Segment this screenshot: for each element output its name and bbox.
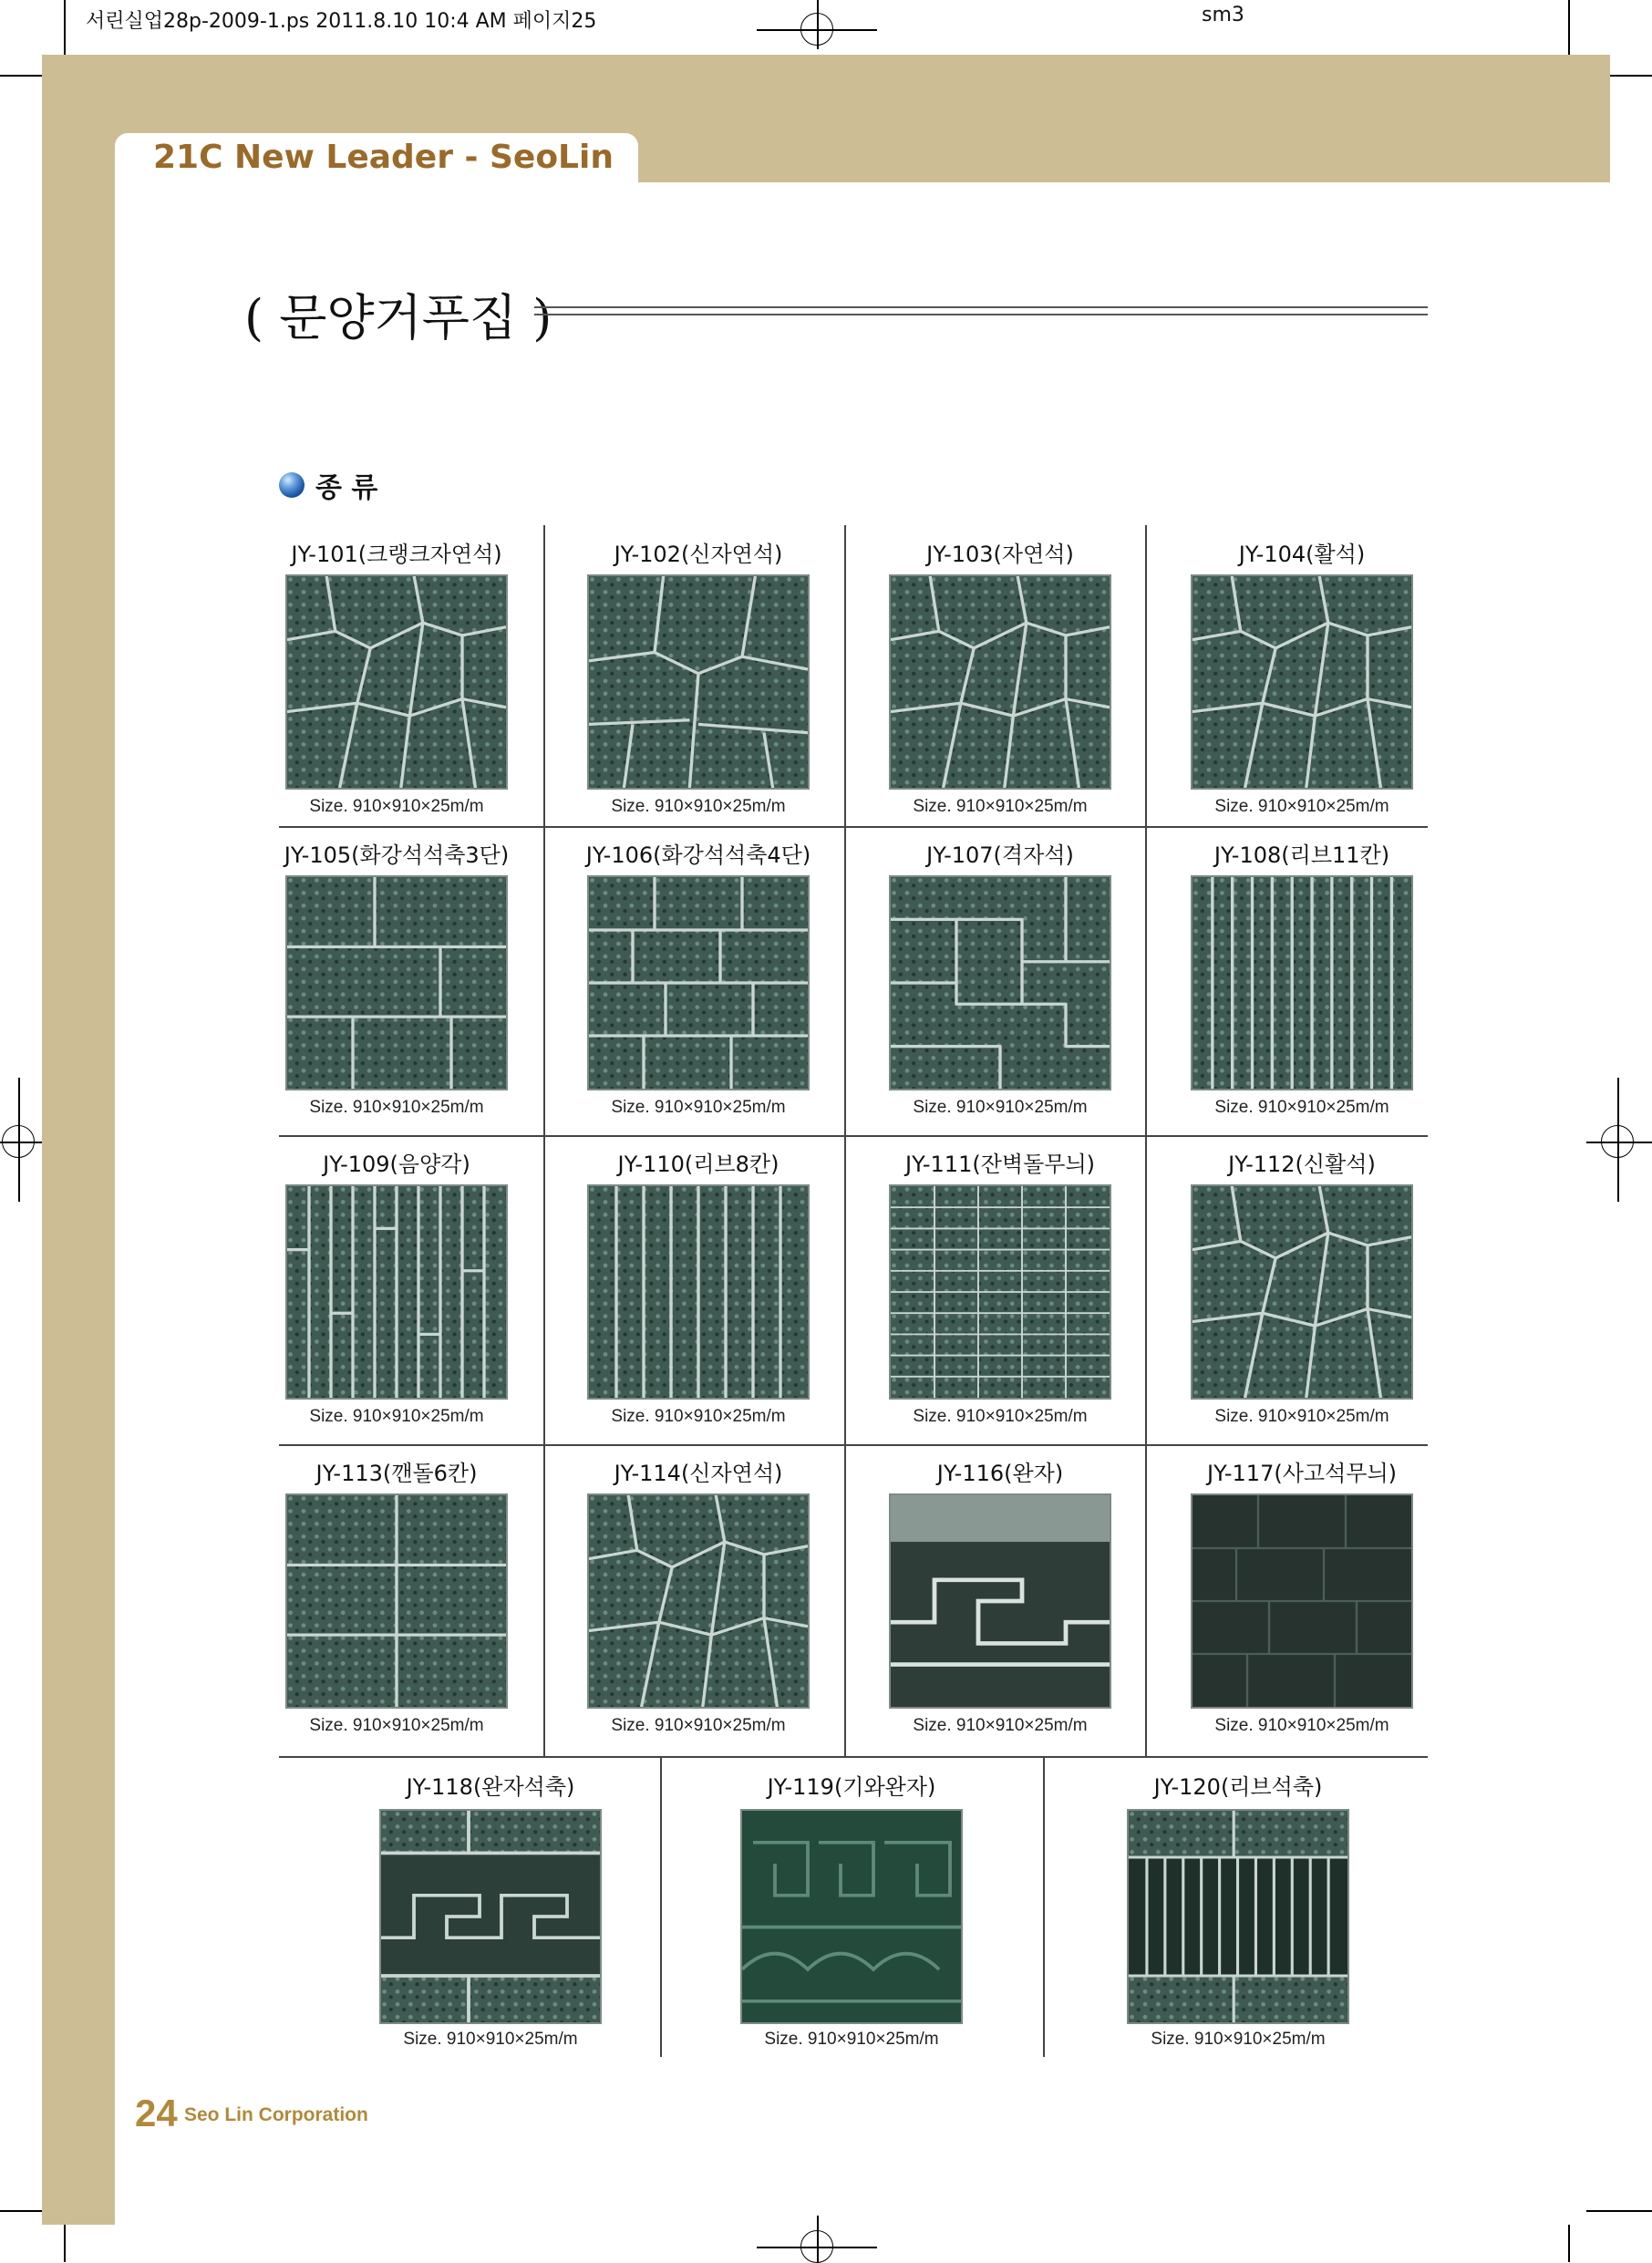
product-size: Size. 910×910×25m/m xyxy=(1214,1716,1389,1735)
crop-mark xyxy=(1568,0,1570,57)
product-item xyxy=(854,830,1146,1131)
grid-divider xyxy=(1043,1756,1045,2057)
mold-pattern-image xyxy=(1191,574,1413,790)
mold-pattern-image xyxy=(1191,875,1413,1090)
slug-file-info: 서린실업28p-2009-1.ps 2011.8.10 10:4 AM 페이지25 xyxy=(86,10,597,33)
product-size: Size. 910×910×25m/m xyxy=(611,1098,786,1117)
product-item xyxy=(1156,1448,1448,1749)
product-code: JY-104(활석) xyxy=(1238,542,1366,567)
product-item xyxy=(854,1139,1146,1440)
product-item xyxy=(552,1139,844,1440)
product-size: Size. 910×910×25m/m xyxy=(1151,2030,1326,2049)
mold-pattern-image xyxy=(285,1184,508,1400)
registration-mark-line xyxy=(817,0,819,49)
product-size: Size. 910×910×25m/m xyxy=(309,1098,484,1117)
mold-pattern-image xyxy=(889,1493,1111,1709)
product-item xyxy=(854,1448,1146,1749)
product-size: Size. 910×910×25m/m xyxy=(764,2030,939,2049)
crop-mark xyxy=(0,2210,46,2212)
product-code: JY-101(크랭크자연석) xyxy=(291,542,502,567)
crop-mark xyxy=(1586,2210,1652,2212)
product-code: JY-106(화강석석축4단) xyxy=(585,842,811,868)
product-item xyxy=(1092,1760,1384,2061)
product-size: Size. 910×910×25m/m xyxy=(309,1716,484,1735)
product-code: JY-113(깬돌6칸) xyxy=(315,1461,478,1486)
grid-divider xyxy=(660,1756,662,2057)
mold-pattern-image xyxy=(587,1493,810,1709)
product-code: JY-107(격자석) xyxy=(926,842,1074,868)
product-code: JY-117(사고석무늬) xyxy=(1206,1461,1397,1486)
product-code: JY-108(리브11칸) xyxy=(1213,842,1390,868)
product-item xyxy=(251,1139,542,1440)
product-code: JY-103(자연석) xyxy=(926,542,1074,567)
product-size: Size. 910×910×25m/m xyxy=(913,1098,1088,1117)
mold-pattern-image xyxy=(1191,1493,1413,1709)
product-code: JY-118(완자석축) xyxy=(406,1774,575,1800)
product-item xyxy=(706,1760,997,2061)
product-item xyxy=(552,1448,844,1749)
product-code: JY-119(기와완자) xyxy=(767,1774,936,1800)
page-number: 24 xyxy=(135,2092,178,2134)
mold-pattern-image xyxy=(740,1809,963,2024)
product-code: JY-114(신자연석) xyxy=(614,1461,783,1486)
product-code: JY-111(잔벽돌무늬) xyxy=(904,1152,1095,1177)
mold-pattern-image xyxy=(379,1809,602,2024)
registration-mark-line xyxy=(1617,1078,1619,1202)
page-title: ( 문양거푸집 ) xyxy=(244,289,552,346)
product-item xyxy=(251,830,542,1131)
product-size: Size. 910×910×25m/m xyxy=(913,1407,1088,1426)
product-size: Size. 910×910×25m/m xyxy=(1214,797,1389,816)
grid-divider xyxy=(279,1135,1428,1137)
product-size: Size. 910×910×25m/m xyxy=(309,1407,484,1426)
mold-pattern-image xyxy=(889,875,1111,1090)
product-item xyxy=(251,529,542,830)
grid-divider xyxy=(844,525,846,1756)
product-size: Size. 910×910×25m/m xyxy=(403,2030,578,2049)
product-size: Size. 910×910×25m/m xyxy=(611,1407,786,1426)
product-code: JY-110(리브8칸) xyxy=(617,1152,780,1177)
company-name: Seo Lin Corporation xyxy=(184,2104,368,2125)
product-code: JY-120(리브석축) xyxy=(1153,1774,1323,1800)
crop-mark xyxy=(0,75,46,77)
mold-pattern-image xyxy=(285,1493,508,1709)
product-item xyxy=(552,529,844,830)
product-size: Size. 910×910×25m/m xyxy=(913,797,1088,816)
product-code: JY-112(신활석) xyxy=(1228,1152,1376,1177)
registration-mark-line xyxy=(18,1078,20,1202)
mold-pattern-image xyxy=(587,1184,810,1400)
mold-pattern-image xyxy=(889,574,1111,790)
product-code: JY-102(신자연석) xyxy=(614,542,783,567)
blue-bullet-icon xyxy=(279,472,305,498)
mold-pattern-image xyxy=(1127,1809,1349,2024)
slug-code: sm3 xyxy=(1202,4,1244,26)
registration-mark-line xyxy=(817,2216,819,2262)
title-rule xyxy=(534,306,1428,315)
product-item xyxy=(552,830,844,1131)
product-code: JY-109(음양각) xyxy=(323,1152,470,1177)
mold-pattern-image xyxy=(1191,1184,1413,1400)
grid-divider xyxy=(543,525,545,1756)
brand-title: 21C New Leader - SeoLin xyxy=(153,139,614,176)
product-code: JY-105(화강석석축3단) xyxy=(284,842,510,868)
product-code: JY-116(완자) xyxy=(936,1461,1064,1486)
product-item xyxy=(1156,1139,1448,1440)
product-size: Size. 910×910×25m/m xyxy=(1214,1098,1389,1117)
product-size: Size. 910×910×25m/m xyxy=(309,797,484,816)
mold-pattern-image xyxy=(587,875,810,1090)
mold-pattern-image xyxy=(587,574,810,790)
mold-pattern-image xyxy=(285,875,508,1090)
product-item xyxy=(345,1760,636,2061)
product-size: Size. 910×910×25m/m xyxy=(611,1716,786,1735)
section-subtitle: 종 류 xyxy=(315,472,378,504)
left-band xyxy=(42,55,115,2225)
product-item xyxy=(854,529,1146,830)
product-size: Size. 910×910×25m/m xyxy=(913,1716,1088,1735)
product-item xyxy=(1156,529,1448,830)
grid-divider xyxy=(279,1444,1428,1446)
product-size: Size. 910×910×25m/m xyxy=(611,797,786,816)
product-item xyxy=(251,1448,542,1749)
mold-pattern-image xyxy=(889,1184,1111,1400)
crop-mark xyxy=(1568,2225,1570,2262)
crop-mark xyxy=(64,0,66,57)
product-size: Size. 910×910×25m/m xyxy=(1214,1407,1389,1426)
grid-divider xyxy=(279,1756,1428,1758)
mold-pattern-image xyxy=(285,574,508,790)
product-item xyxy=(1156,830,1448,1131)
crop-mark xyxy=(64,2225,66,2262)
registration-mark-line xyxy=(1586,1142,1652,1143)
